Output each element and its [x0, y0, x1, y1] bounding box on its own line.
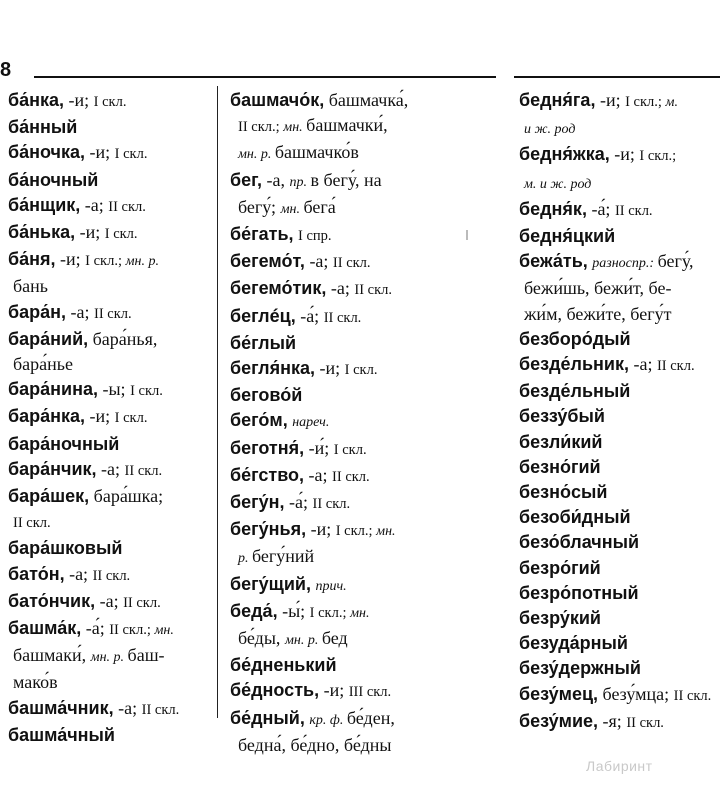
- headword: бе́дненький: [230, 655, 337, 676]
- entry-text: -а;: [96, 458, 125, 479]
- entry-text: -и;: [306, 519, 336, 540]
- entry-line: [230, 222, 480, 249]
- entry-text: -ы;: [97, 379, 131, 400]
- entry-text: -а;: [628, 354, 657, 375]
- entry-text: мако́в: [13, 672, 58, 693]
- entry-continuation-line: [519, 170, 720, 197]
- italic-note: мн. р.: [90, 650, 128, 666]
- entry-line: [519, 556, 720, 581]
- grammar-note: II скл.: [92, 567, 131, 584]
- italic-note: и ж. род: [524, 122, 576, 138]
- entry-line: [230, 572, 480, 599]
- headword: безру́кий: [519, 608, 601, 629]
- entry-line: [519, 249, 720, 276]
- italic-note: м.: [665, 95, 678, 110]
- entry-text: бара́нье: [13, 354, 73, 375]
- entry-continuation-line: [230, 626, 480, 653]
- headword: безро́гий: [519, 557, 601, 578]
- entry-continuation-line: [519, 276, 720, 301]
- entry-text: бежи́шь, бежи́т, бе-: [524, 278, 672, 299]
- entry-line: [8, 220, 211, 247]
- entry-line: [8, 723, 211, 748]
- entry-line: [519, 606, 720, 631]
- headword: ба́ночка,: [8, 142, 86, 163]
- entry-line: [8, 562, 211, 589]
- italic-note: мн.: [283, 120, 307, 136]
- headword: бато́н,: [8, 563, 65, 584]
- headword: бедня́жка,: [519, 144, 610, 165]
- grammar-note: II скл.: [124, 462, 163, 479]
- entry-continuation-line: [8, 509, 211, 536]
- grammar-note: II скл.: [141, 701, 180, 718]
- entry-text: -и́;: [304, 437, 334, 458]
- headword: безуда́рный: [519, 633, 628, 654]
- entry-text: -и;: [85, 142, 115, 163]
- headword: бег,: [230, 169, 263, 190]
- entry-line: [230, 356, 480, 383]
- italic-note: мн.: [376, 524, 396, 540]
- entry-text: -а;: [304, 251, 333, 272]
- entry-line: [519, 142, 720, 169]
- grammar-note: II скл.: [656, 358, 695, 375]
- headword: безо́блачный: [519, 532, 640, 553]
- italic-note: мн. р.: [238, 147, 275, 163]
- grammar-note: I скл.: [93, 94, 127, 110]
- entry-text: -а;: [64, 563, 93, 584]
- entry-text: -а;: [80, 194, 109, 215]
- dictionary-column-1: [8, 88, 211, 748]
- grammar-note: II скл.: [332, 255, 371, 272]
- grammar-note: I скл.;: [639, 148, 677, 165]
- italic-note: кр. ф.: [309, 712, 347, 728]
- italic-note: мн. р.: [284, 633, 322, 649]
- dictionary-column-3: [519, 88, 720, 736]
- entry-line: [8, 377, 211, 404]
- headword: бе́дный,: [230, 707, 305, 728]
- entry-continuation-line: [8, 670, 211, 695]
- entry-line: [519, 430, 720, 455]
- entry-line: [519, 709, 720, 736]
- entry-line: [230, 463, 480, 490]
- entry-text: -а́;: [284, 492, 313, 513]
- entry-text: -а;: [326, 278, 355, 299]
- entry-line: [8, 457, 211, 484]
- entry-line: [519, 352, 720, 379]
- entry-line: [230, 276, 480, 303]
- italic-note: нареч.: [292, 415, 330, 431]
- headword: бе́гство,: [230, 464, 305, 485]
- entry-line: [230, 168, 480, 195]
- headword: ба́нщик,: [8, 194, 81, 215]
- headword: ба́ня,: [8, 249, 56, 270]
- entry-text: -а,: [262, 169, 290, 190]
- entry-text: в бегу́, на: [310, 169, 382, 190]
- entry-text: -и;: [55, 249, 86, 270]
- headword: бара́шковый: [8, 538, 123, 559]
- headword: бара́ний,: [8, 328, 89, 349]
- entry-line: [8, 140, 211, 167]
- grammar-note: I скл.: [333, 441, 367, 458]
- italic-note: мн.: [350, 605, 370, 621]
- entry-text: -и;: [85, 406, 115, 427]
- grammar-note: II скл.: [332, 468, 370, 485]
- grammar-note: I скл.;: [625, 94, 666, 110]
- entry-text: жи́м, бежи́те, бегу́т: [524, 303, 672, 324]
- entry-line: [519, 631, 720, 656]
- entry-continuation-line: [8, 643, 211, 670]
- entry-line: [8, 88, 211, 115]
- italic-note: р.: [238, 551, 252, 567]
- entry-line: [519, 327, 720, 352]
- headword: безде́льный: [519, 381, 631, 402]
- grammar-note: II скл.: [312, 496, 351, 513]
- headword: бедня́к,: [519, 198, 587, 219]
- entry-line: [519, 682, 720, 709]
- headword: бежа́ть,: [519, 251, 588, 272]
- headword: бедня́цкий: [519, 226, 616, 247]
- entry-continuation-line: [8, 352, 211, 377]
- grammar-note: II скл.: [94, 305, 132, 322]
- headword: бе́глый: [230, 332, 297, 353]
- header-rule-right: [514, 76, 720, 78]
- entry-continuation-line: [230, 544, 480, 571]
- entry-line: [230, 490, 480, 517]
- grammar-note: II скл.: [108, 198, 146, 215]
- headword: бегля́нка,: [230, 358, 316, 379]
- entry-text: -а;: [113, 697, 142, 718]
- headword: бара́н,: [8, 301, 67, 322]
- entry-line: [8, 193, 211, 220]
- entry-text: -и;: [64, 90, 94, 110]
- entry-text: бед: [321, 628, 348, 649]
- italic-note: мн. р.: [125, 254, 159, 270]
- headword: бара́нина,: [8, 379, 98, 400]
- entry-continuation-line: [519, 302, 720, 327]
- headword: безно́сый: [519, 482, 608, 503]
- headword: беглéц,: [230, 305, 296, 326]
- entry-line: [519, 480, 720, 505]
- entry-continuation-line: [519, 115, 720, 142]
- entry-line: [519, 656, 720, 681]
- entry-text: -и;: [315, 358, 345, 379]
- entry-text: башмаки́,: [13, 645, 91, 666]
- entry-text: -и;: [595, 90, 626, 110]
- entry-text: -ы́;: [277, 600, 310, 621]
- page-number: 8: [0, 59, 12, 81]
- headword: безде́льник,: [519, 354, 629, 375]
- grammar-note: I спр.: [298, 228, 332, 245]
- entry-text: -я;: [598, 710, 627, 731]
- entry-text: бе́ды,: [238, 628, 285, 649]
- entry-line: [230, 383, 480, 408]
- entry-line: [230, 706, 480, 733]
- entry-text: башмачко́в: [274, 142, 359, 163]
- entry-text: бегу́ний: [252, 546, 315, 567]
- entry-text: бегу́,: [657, 251, 694, 272]
- entry-line: [519, 379, 720, 404]
- entry-text: безу́мца;: [598, 683, 674, 704]
- headword: бе́гать,: [230, 224, 294, 245]
- headword: безно́гий: [519, 456, 601, 477]
- entry-text: -а́;: [295, 305, 324, 326]
- entry-line: [230, 304, 480, 331]
- header-rule-left: [34, 76, 496, 78]
- entry-text: -а;: [304, 464, 333, 485]
- headword: бегемо́тик,: [230, 278, 327, 299]
- headword: ба́нный: [8, 117, 78, 138]
- grammar-note: II скл.: [13, 515, 51, 532]
- entry-line: [230, 517, 480, 544]
- entry-line: [8, 300, 211, 327]
- headword: бего́м,: [230, 410, 288, 431]
- grammar-note: I скл.: [344, 362, 378, 379]
- headword: безоби́дный: [519, 507, 631, 528]
- headword: безли́кий: [519, 431, 603, 452]
- grammar-note: I скл.: [130, 383, 163, 400]
- entry-text: башмачки́,: [306, 115, 388, 136]
- grammar-note: II скл.: [323, 309, 362, 326]
- entry-line: [8, 484, 211, 509]
- grammar-note: I скл.: [114, 146, 148, 163]
- entry-line: [519, 505, 720, 530]
- headword: бара́нчик,: [8, 458, 97, 479]
- entry-line: [519, 404, 720, 429]
- headword: ба́ночный: [8, 169, 99, 190]
- entry-line: [519, 197, 720, 224]
- entry-line: [230, 331, 480, 356]
- grammar-note: II скл.: [673, 687, 712, 704]
- headword: бара́ночный: [8, 433, 120, 454]
- entry-text: -и;: [75, 222, 105, 243]
- headword: бегемо́т,: [230, 251, 305, 272]
- entry-line: [8, 696, 211, 723]
- entry-line: [8, 115, 211, 140]
- entry-continuation-line: [230, 195, 480, 222]
- entry-text: башмачка́,: [324, 90, 409, 110]
- headword: бара́нка,: [8, 406, 86, 427]
- entry-text: -а́;: [586, 198, 615, 219]
- entry-text: бара́шка;: [89, 486, 164, 507]
- headword: ба́нька,: [8, 222, 76, 243]
- headword: беготня́,: [230, 437, 305, 458]
- entry-line: [519, 455, 720, 480]
- headword: безу́мие,: [519, 710, 599, 731]
- entry-continuation-line: [230, 733, 480, 758]
- headword: бегу́н,: [230, 492, 285, 513]
- entry-text: бега́: [303, 196, 336, 217]
- grammar-note: II скл.: [354, 282, 392, 299]
- headword: безу́держный: [519, 658, 641, 679]
- grammar-note: II скл.: [123, 594, 161, 611]
- entry-text: бедна́, бе́дно, бе́дны: [238, 734, 392, 755]
- grammar-note: I скл.;: [309, 604, 351, 621]
- italic-note: мн.: [280, 201, 304, 217]
- grammar-note: I скл.: [104, 226, 138, 243]
- entry-line: [8, 168, 211, 193]
- grammar-note: II скл.: [614, 202, 653, 219]
- entry-line: [519, 224, 720, 249]
- entry-line: [8, 432, 211, 457]
- entry-text: -и;: [319, 680, 349, 701]
- headword: башма́к,: [8, 618, 82, 639]
- entry-line: [519, 88, 720, 115]
- italic-note: пр.: [289, 174, 311, 190]
- entry-line: [8, 327, 211, 352]
- dictionary-column-2: [230, 88, 480, 758]
- headword: бегово́й: [230, 385, 303, 406]
- headword: беда́,: [230, 600, 278, 621]
- grammar-note: I скл.;: [335, 523, 377, 540]
- watermark-logo: Лабиринт: [586, 758, 653, 774]
- grammar-note: I скл.: [114, 410, 148, 427]
- headword: бато́нчик,: [8, 590, 96, 611]
- headword: безро́потный: [519, 582, 639, 603]
- entry-line: [230, 599, 480, 626]
- grammar-note: I скл.;: [85, 253, 126, 270]
- italic-note: прич.: [315, 578, 347, 594]
- entry-line: [230, 408, 480, 435]
- entry-line: [8, 589, 211, 616]
- headword: башма́чный: [8, 724, 115, 745]
- entry-text: бара́нья,: [88, 328, 158, 349]
- entry-continuation-line: [8, 274, 211, 299]
- grammar-note: II скл.;: [238, 119, 284, 136]
- entry-line: [8, 536, 211, 561]
- entry-continuation-line: [230, 140, 480, 167]
- entry-line: [230, 653, 480, 678]
- headword: бегу́щий,: [230, 573, 311, 594]
- entry-line: [519, 530, 720, 555]
- headword: бара́шек,: [8, 486, 90, 507]
- column-divider: [217, 86, 218, 718]
- entry-text: -а́;: [81, 618, 110, 639]
- headword: бегу́нья,: [230, 519, 307, 540]
- headword: беззу́бый: [519, 406, 605, 427]
- headword: безборо́дый: [519, 328, 631, 349]
- italic-note: мн.: [154, 623, 174, 639]
- headword: бе́дность,: [230, 680, 320, 701]
- grammar-note: II скл.;: [109, 622, 155, 639]
- entry-continuation-line: [230, 113, 480, 140]
- entry-line: [230, 678, 480, 705]
- entry-text: бе́ден,: [346, 707, 395, 728]
- headword: безу́мец,: [519, 683, 599, 704]
- entry-text: бань: [13, 276, 48, 297]
- entry-line: [8, 404, 211, 431]
- grammar-note: II скл.: [626, 714, 664, 731]
- entry-text: -а;: [66, 301, 94, 322]
- entry-line: [230, 249, 480, 276]
- entry-text: -а;: [95, 590, 124, 611]
- entry-line: [8, 616, 211, 643]
- entry-text: -и;: [609, 144, 640, 165]
- headword: ба́нка,: [8, 90, 65, 110]
- headword: башма́чник,: [8, 697, 114, 718]
- headword: бедня́га,: [519, 90, 596, 110]
- entry-line: [230, 436, 480, 463]
- italic-note: м. и ж. род: [524, 176, 592, 192]
- entry-line: [8, 247, 211, 274]
- headword: башмачо́к,: [230, 90, 325, 110]
- italic-note: разноспр.:: [592, 256, 658, 272]
- entry-line: [230, 88, 480, 113]
- entry-text: баш-: [127, 645, 165, 666]
- entry-line: [519, 581, 720, 606]
- entry-text: бегу́;: [238, 196, 281, 217]
- grammar-note: III скл.: [348, 684, 392, 701]
